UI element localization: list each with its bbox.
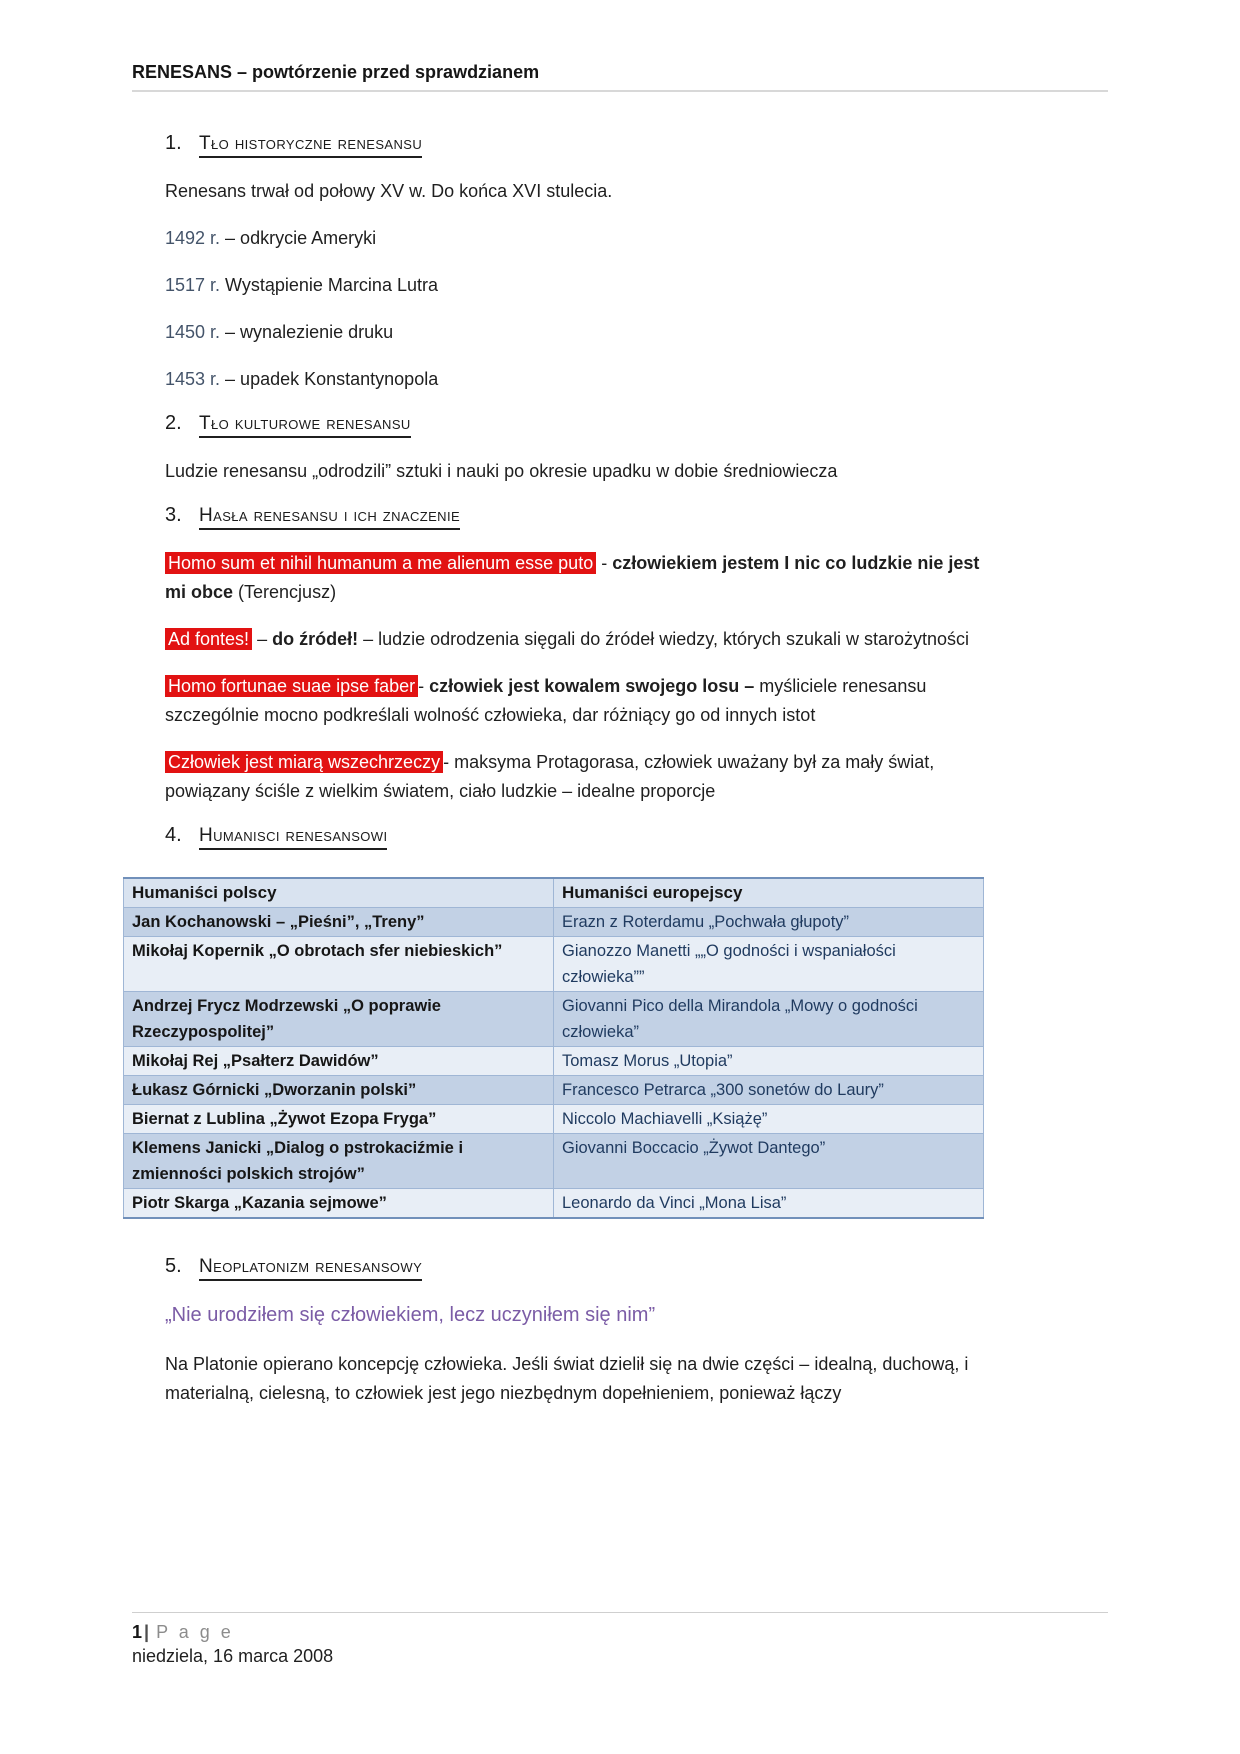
footer-page-line bbox=[132, 1622, 1108, 1643]
separator-text: – bbox=[252, 629, 273, 649]
table-row bbox=[124, 937, 984, 992]
highlighted-phrase: Homo fortunae suae ipse faber bbox=[165, 675, 418, 697]
european-humanist: Giovanni Boccacio „Żywot Dantego” bbox=[554, 1134, 984, 1189]
footer-date: niedziela, 16 marca 2008 bbox=[132, 1646, 334, 1666]
year-1492: 1492 r. bbox=[165, 228, 221, 248]
document-footer bbox=[132, 1612, 1108, 1667]
quote-paragraph: „Nie urodziłem się człowiekiem, lecz uczyniłem się nim” bbox=[165, 1304, 656, 1326]
highlighted-phrase: Ad fontes! bbox=[165, 628, 252, 650]
footer-page-word: P a g e bbox=[156, 1622, 234, 1642]
polish-humanist: Biernat z Lublina „Żywot Ezopa Fryga” bbox=[124, 1105, 554, 1134]
european-humanist: Niccolo Machiavelli „Książę” bbox=[554, 1105, 984, 1134]
separator-text: - bbox=[443, 752, 455, 772]
section-2-title: Tło kulturowe renesansu bbox=[199, 413, 411, 438]
date-line-1492 bbox=[165, 224, 995, 253]
slogan-explanation: (Terencjusz) bbox=[233, 582, 337, 602]
slogan-translation: do źródeł! bbox=[272, 629, 359, 649]
polish-humanist: Andrzej Frycz Modrzewski „O poprawie Rzeczypospolitej” bbox=[124, 992, 554, 1047]
document-title: RENESANS – powtórzenie przed sprawdzianem bbox=[132, 62, 1108, 92]
document-body bbox=[132, 132, 995, 1408]
document-header bbox=[132, 62, 1108, 92]
page-number: 1 bbox=[132, 1622, 143, 1642]
slogan-explanation: maksyma Protagorasa, człowiek uważany był za mały świat, powiązany ściśle z wielkim światem, ciało ludzkie – idealne proporcje bbox=[165, 752, 935, 801]
slogan-czlowiek-miara bbox=[165, 748, 995, 806]
section-3-number: 3. bbox=[165, 504, 182, 526]
table-header-polish: Humaniści polscy bbox=[124, 878, 554, 908]
year-1453: 1453 r. bbox=[165, 369, 221, 389]
section-4-title: Humanisci renesansowi bbox=[199, 825, 387, 850]
separator-text: - bbox=[596, 553, 613, 573]
slogan-homo-fortunae bbox=[165, 672, 995, 730]
slogan-translation: człowiekiem jestem I nic co ludzkie nie jest mi obce bbox=[165, 553, 980, 602]
section-1-number: 1. bbox=[165, 132, 182, 154]
separator-text: - bbox=[418, 676, 430, 696]
event-1453: – upadek Konstantynopola bbox=[220, 369, 439, 389]
section-5-number: 5. bbox=[165, 1255, 182, 1277]
european-humanist: Giovanni Pico della Mirandola „Mowy o godności człowieka” bbox=[554, 992, 984, 1047]
european-humanist: Leonardo da Vinci „Mona Lisa” bbox=[554, 1189, 984, 1219]
section-4-number: 4. bbox=[165, 824, 182, 846]
section-heading-2 bbox=[165, 412, 995, 435]
slogan-explanation: myśliciele renesansu szczególnie mocno podkreślali wolność człowieka, dar różniący go od innych istot bbox=[165, 676, 927, 725]
table-row bbox=[124, 992, 984, 1047]
european-humanist: Gianozzo Manetti „„O godności i wspaniałości człowieka”” bbox=[554, 937, 984, 992]
european-humanist: Erazn z Roterdamu „Pochwała głupoty” bbox=[554, 908, 984, 937]
slogan-homo-sum bbox=[165, 549, 995, 607]
european-humanist: Francesco Petrarca „300 sonetów do Laury” bbox=[554, 1076, 984, 1105]
event-1492: – odkrycie Ameryki bbox=[220, 228, 377, 248]
year-1450: 1450 r. bbox=[165, 322, 221, 342]
section-1-title: Tło historyczne renesansu bbox=[199, 133, 422, 158]
polish-humanist: Jan Kochanowski – „Pieśni”, „Treny” bbox=[124, 908, 554, 937]
intro-paragraph: Renesans trwał od połowy XV w. Do końca XVI stulecia. bbox=[165, 181, 613, 201]
table-row bbox=[124, 1134, 984, 1189]
table-row bbox=[124, 908, 984, 937]
section-heading-4 bbox=[165, 824, 995, 847]
european-humanist: Tomasz Morus „Utopia” bbox=[554, 1047, 984, 1076]
polish-humanist: Klemens Janicki „Dialog o pstrokaciźmie i zmienności polskich strojów” bbox=[124, 1134, 554, 1189]
section-heading-3 bbox=[165, 504, 995, 527]
section-heading-1 bbox=[165, 132, 995, 155]
event-1450: – wynalezienie druku bbox=[220, 322, 394, 342]
footer-divider: | bbox=[144, 1622, 150, 1642]
table-row bbox=[124, 1076, 984, 1105]
section-3-title: Hasła renesansu i ich znaczenie bbox=[199, 505, 460, 530]
date-line-1517 bbox=[165, 271, 995, 300]
event-1517: Wystąpienie Marcina Lutra bbox=[220, 275, 438, 295]
polish-humanist: Mikołaj Rej „Psałterz Dawidów” bbox=[124, 1047, 554, 1076]
section-2-number: 2. bbox=[165, 412, 182, 434]
table-header-european: Humaniści europejscy bbox=[554, 878, 984, 908]
section-heading-5 bbox=[165, 1255, 995, 1278]
date-line-1450 bbox=[165, 318, 995, 347]
table-row bbox=[124, 1105, 984, 1134]
table-row bbox=[124, 1189, 984, 1219]
slogan-ad-fontes bbox=[165, 625, 995, 654]
humanists-table bbox=[123, 877, 984, 1219]
slogan-explanation: – ludzie odrodzenia sięgali do źródeł wiedzy, których szukali w starożytności bbox=[358, 629, 970, 649]
polish-humanist: Piotr Skarga „Kazania sejmowe” bbox=[124, 1189, 554, 1219]
highlighted-phrase: Człowiek jest miarą wszechrzeczy bbox=[165, 751, 443, 773]
closing-paragraph: Na Platonie opierano koncepcję człowieka. Jeśli świat dzielił się na dwie części – idealną, duchową, i materialną, cielesną, to człowiek jest jego niezbędnym dopełnieniem, ponieważ łączy bbox=[165, 1354, 969, 1403]
year-1517: 1517 r. bbox=[165, 275, 221, 295]
table-header-row bbox=[124, 878, 984, 908]
section-2-paragraph: Ludzie renesansu „odrodzili” sztuki i nauki po okresie upadku w dobie średniowiecza bbox=[165, 461, 838, 481]
date-line-1453 bbox=[165, 365, 995, 394]
polish-humanist: Mikołaj Kopernik „O obrotach sfer niebieskich” bbox=[124, 937, 554, 992]
slogan-translation: człowiek jest kowalem swojego losu – bbox=[429, 676, 760, 696]
table-row bbox=[124, 1047, 984, 1076]
section-5-title: Neoplatonizm renesansowy bbox=[199, 1256, 422, 1281]
highlighted-phrase: Homo sum et nihil humanum a me alienum esse puto bbox=[165, 552, 596, 574]
polish-humanist: Łukasz Górnicki „Dworzanin polski” bbox=[124, 1076, 554, 1105]
